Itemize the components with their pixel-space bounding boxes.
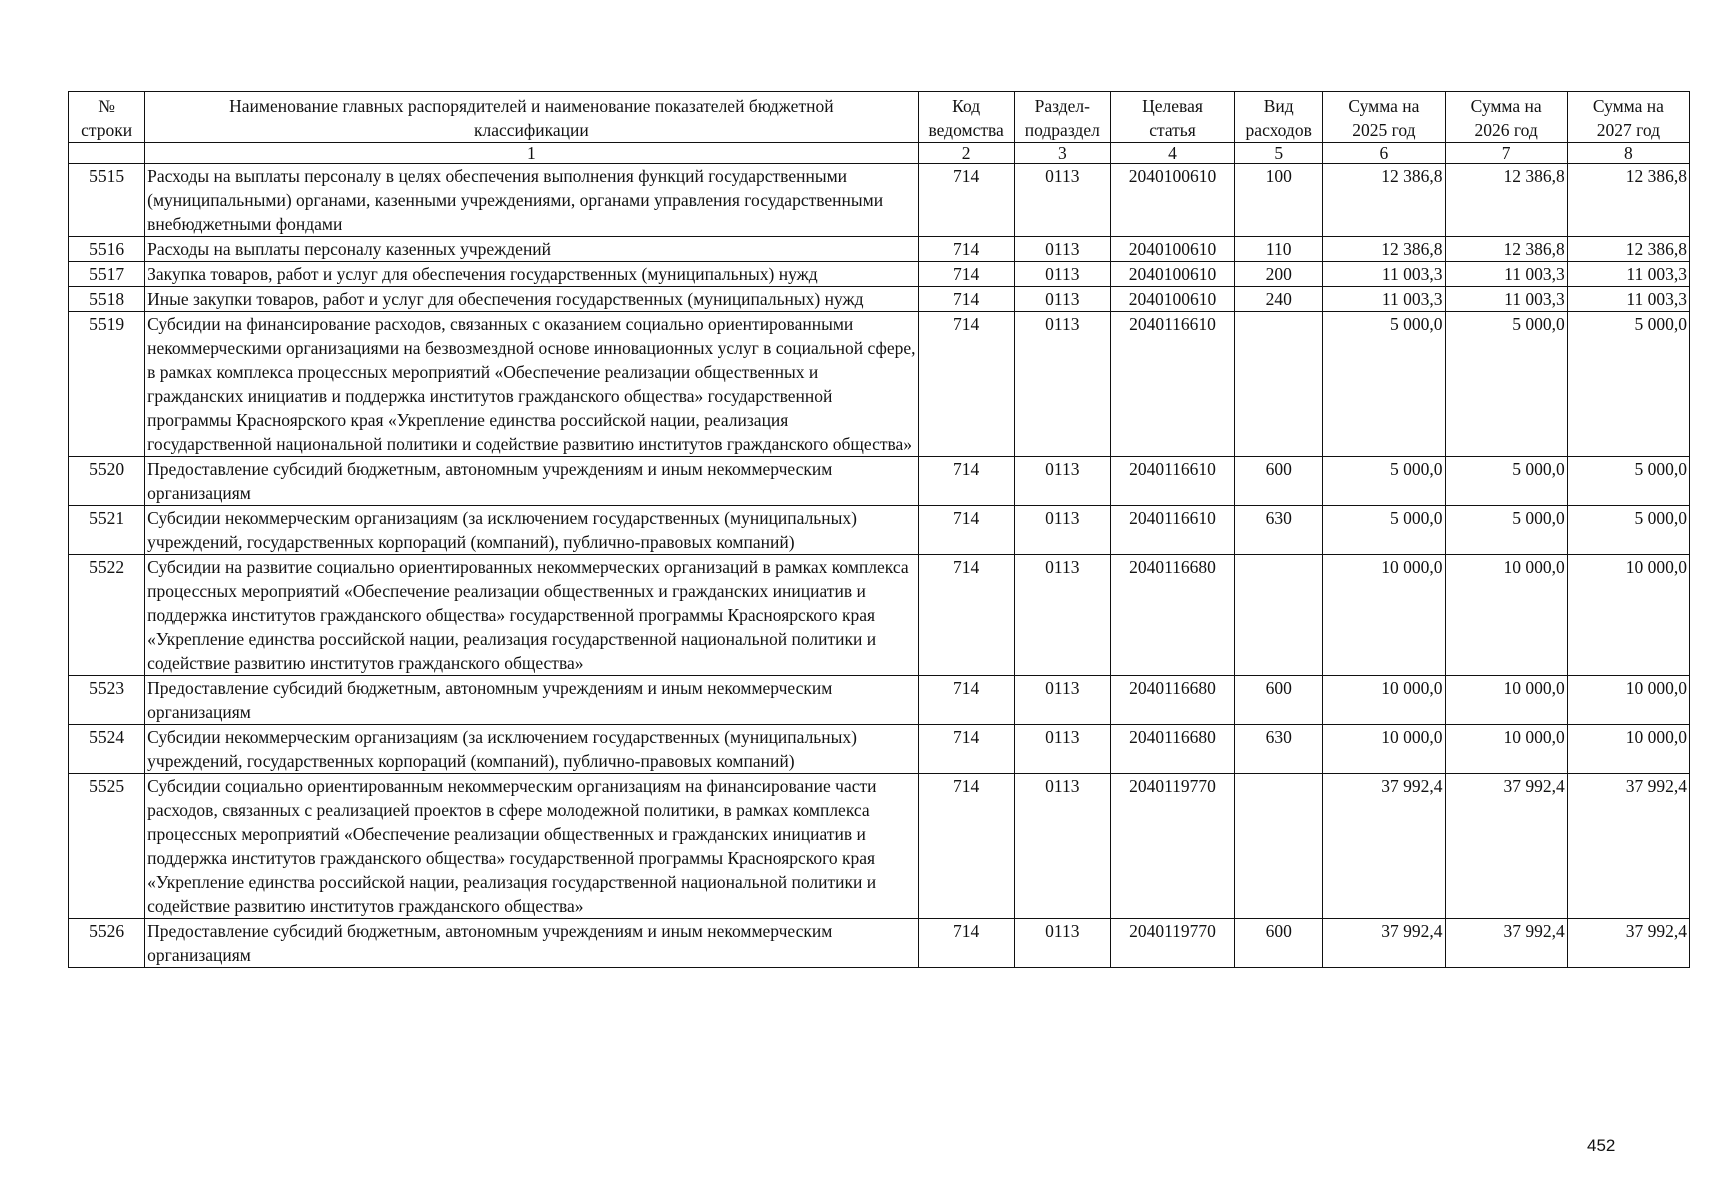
row-number: 5517 [69,262,145,287]
row-name: Расходы на выплаты персоналу в целях обеспечения выполнения функций государственными (муниципальными) органами, казенными учреждениями, органами управления государственными внебюджетными фондами [145,164,918,237]
row-target: 2040119770 [1110,774,1234,919]
row-expense-type: 600 [1235,919,1323,968]
row-target: 2040100610 [1110,164,1234,237]
budget-table [68,91,1690,968]
row-name: Субсидии на финансирование расходов, связанных с оказанием социально ориентированными некоммерческими организациями на безвозмездной основе инновационных услуг в социальной сфере, в рамках комплекса процессных мероприятий «Обеспечение реализации общественных и гражданских инициатив и поддержка институтов гражданского общества» государственной программы Красноярского края «Укрепление единства российской нации, реализация государственной национальной политики и содействие развитию институтов гражданского общества» [145,312,918,457]
row-target: 2040100610 [1110,262,1234,287]
row-sum-2025: 37 992,4 [1323,919,1445,968]
row-target: 2040116610 [1110,506,1234,555]
row-sum-2027: 11 003,3 [1567,287,1689,312]
header-row [69,92,1690,143]
row-sum-2027: 10 000,0 [1567,725,1689,774]
row-number: 5518 [69,287,145,312]
row-sum-2027: 11 003,3 [1567,262,1689,287]
row-number: 5525 [69,774,145,919]
row-sum-2027: 5 000,0 [1567,506,1689,555]
row-sum-2026: 11 003,3 [1445,262,1567,287]
row-sum-2027: 5 000,0 [1567,457,1689,506]
column-number: 2 [918,143,1014,164]
header-expense-type: Вид расходов [1235,92,1323,143]
row-sum-2025: 12 386,8 [1323,164,1445,237]
column-number-row [69,143,1690,164]
table-row [69,506,1690,555]
row-target: 2040116680 [1110,725,1234,774]
row-sum-2027: 5 000,0 [1567,312,1689,457]
row-sum-2025: 37 992,4 [1323,774,1445,919]
table-body [69,164,1690,968]
row-sum-2025: 12 386,8 [1323,237,1445,262]
row-dept-code: 714 [918,725,1014,774]
table-row [69,676,1690,725]
column-number: 1 [145,143,918,164]
row-number: 5515 [69,164,145,237]
table-row [69,287,1690,312]
row-number: 5522 [69,555,145,676]
header-sum-2025: Сумма на 2025 год [1323,92,1445,143]
row-sum-2026: 12 386,8 [1445,237,1567,262]
row-number: 5520 [69,457,145,506]
row-sum-2026: 10 000,0 [1445,676,1567,725]
row-number: 5521 [69,506,145,555]
table-row [69,725,1690,774]
row-target: 2040100610 [1110,287,1234,312]
table-row [69,262,1690,287]
row-sum-2025: 11 003,3 [1323,287,1445,312]
row-sum-2027: 37 992,4 [1567,919,1689,968]
row-name: Предоставление субсидий бюджетным, автономным учреждениям и иным некоммерческим организациям [145,676,918,725]
row-number: 5524 [69,725,145,774]
row-name: Субсидии на развитие социально ориентированных некоммерческих организаций в рамках комплекса процессных мероприятий «Обеспечение реализации общественных и гражданских инициатив и поддержка институтов гражданского общества» государственной программы Красноярского края «Укрепление единства российской нации, реализация государственной национальной политики и содействие развитию институтов гражданского общества» [145,555,918,676]
column-number: 8 [1567,143,1689,164]
row-sum-2026: 11 003,3 [1445,287,1567,312]
row-section: 0113 [1014,919,1110,968]
row-sum-2025: 11 003,3 [1323,262,1445,287]
row-sum-2026: 5 000,0 [1445,312,1567,457]
row-number: 5523 [69,676,145,725]
row-number: 5519 [69,312,145,457]
header-name: Наименование главных распорядителей и наименование показателей бюджетной классификации [145,92,918,143]
row-sum-2027: 10 000,0 [1567,555,1689,676]
column-number: 7 [1445,143,1567,164]
row-dept-code: 714 [918,676,1014,725]
row-dept-code: 714 [918,457,1014,506]
table-row [69,312,1690,457]
row-expense-type: 240 [1235,287,1323,312]
header-row-no: № строки [69,92,145,143]
row-expense-type [1235,774,1323,919]
row-sum-2027: 12 386,8 [1567,237,1689,262]
row-number: 5526 [69,919,145,968]
header-dept-code: Код ведомства [918,92,1014,143]
column-number-blank [69,143,145,164]
row-dept-code: 714 [918,262,1014,287]
table-row [69,457,1690,506]
row-sum-2027: 37 992,4 [1567,774,1689,919]
table-row [69,774,1690,919]
page-number: 452 [1587,1136,1616,1155]
row-name: Предоставление субсидий бюджетным, автономным учреждениям и иным некоммерческим организациям [145,457,918,506]
row-name: Субсидии некоммерческим организациям (за исключением государственных (муниципальных) учреждений, государственных корпораций (компаний), публично-правовых компаний) [145,725,918,774]
row-sum-2025: 10 000,0 [1323,725,1445,774]
row-expense-type: 630 [1235,506,1323,555]
header-section: Раздел- подраздел [1014,92,1110,143]
row-expense-type: 110 [1235,237,1323,262]
row-name: Расходы на выплаты персоналу казенных учреждений [145,237,918,262]
row-section: 0113 [1014,237,1110,262]
column-number: 4 [1110,143,1234,164]
table-row [69,164,1690,237]
row-sum-2027: 12 386,8 [1567,164,1689,237]
row-section: 0113 [1014,774,1110,919]
row-number: 5516 [69,237,145,262]
row-expense-type: 600 [1235,676,1323,725]
row-section: 0113 [1014,725,1110,774]
row-expense-type: 630 [1235,725,1323,774]
row-name: Субсидии некоммерческим организациям (за исключением государственных (муниципальных) учреждений, государственных корпораций (компаний), публично-правовых компаний) [145,506,918,555]
header-sum-2027: Сумма на 2027 год [1567,92,1689,143]
row-dept-code: 714 [918,506,1014,555]
row-sum-2026: 10 000,0 [1445,725,1567,774]
row-target: 2040100610 [1110,237,1234,262]
row-sum-2026: 12 386,8 [1445,164,1567,237]
row-sum-2026: 5 000,0 [1445,506,1567,555]
column-number: 3 [1014,143,1110,164]
row-sum-2027: 10 000,0 [1567,676,1689,725]
table-row [69,555,1690,676]
row-dept-code: 714 [918,555,1014,676]
row-sum-2025: 5 000,0 [1323,506,1445,555]
table-row [69,237,1690,262]
row-expense-type: 200 [1235,262,1323,287]
row-expense-type [1235,312,1323,457]
row-section: 0113 [1014,555,1110,676]
column-number: 5 [1235,143,1323,164]
row-expense-type [1235,555,1323,676]
row-sum-2025: 10 000,0 [1323,676,1445,725]
row-sum-2025: 5 000,0 [1323,312,1445,457]
row-sum-2026: 5 000,0 [1445,457,1567,506]
row-dept-code: 714 [918,237,1014,262]
row-expense-type: 100 [1235,164,1323,237]
row-section: 0113 [1014,262,1110,287]
header-sum-2026: Сумма на 2026 год [1445,92,1567,143]
row-section: 0113 [1014,457,1110,506]
row-dept-code: 714 [918,164,1014,237]
row-dept-code: 714 [918,774,1014,919]
row-sum-2026: 37 992,4 [1445,919,1567,968]
row-name: Предоставление субсидий бюджетным, автономным учреждениям и иным некоммерческим организациям [145,919,918,968]
column-number: 6 [1323,143,1445,164]
row-target: 2040116610 [1110,457,1234,506]
row-sum-2025: 10 000,0 [1323,555,1445,676]
row-name: Закупка товаров, работ и услуг для обеспечения государственных (муниципальных) нужд [145,262,918,287]
row-section: 0113 [1014,164,1110,237]
row-target: 2040119770 [1110,919,1234,968]
row-dept-code: 714 [918,312,1014,457]
row-sum-2026: 10 000,0 [1445,555,1567,676]
row-dept-code: 714 [918,919,1014,968]
row-sum-2026: 37 992,4 [1445,774,1567,919]
row-section: 0113 [1014,312,1110,457]
row-target: 2040116680 [1110,676,1234,725]
row-section: 0113 [1014,287,1110,312]
row-name: Субсидии социально ориентированным некоммерческим организациям на финансирование части расходов, связанных с реализацией проектов в сфере молодежной политики, в рамках комплекса процессных мероприятий «Обеспечение реализации общественных и гражданских инициатив и поддержка институтов гражданского общества» государственной программы Красноярского края «Укрепление единства российской нации, реализация государственной национальной политики и содействие развитию институтов гражданского общества» [145,774,918,919]
row-target: 2040116610 [1110,312,1234,457]
row-sum-2025: 5 000,0 [1323,457,1445,506]
row-dept-code: 714 [918,287,1014,312]
row-section: 0113 [1014,506,1110,555]
header-target: Целевая статья [1110,92,1234,143]
row-target: 2040116680 [1110,555,1234,676]
table-row [69,919,1690,968]
row-section: 0113 [1014,676,1110,725]
row-expense-type: 600 [1235,457,1323,506]
row-name: Иные закупки товаров, работ и услуг для обеспечения государственных (муниципальных) нужд [145,287,918,312]
